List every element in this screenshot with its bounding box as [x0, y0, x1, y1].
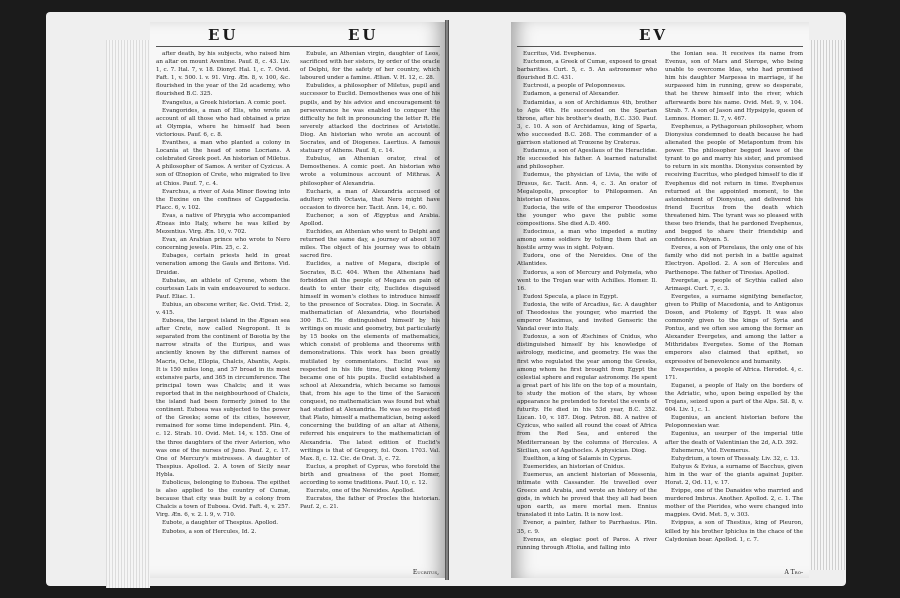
dictionary-entry: Eubotes, a son of Hercules, Id. 2.: [162, 528, 257, 535]
dictionary-entry: Eudora, one of the Nereides. One of the Atlantides.: [517, 253, 657, 268]
dictionary-entry: Eugenius, an ancient historian before the Peloponnesian war.: [665, 415, 803, 430]
dictionary-entry: Eudoxus, a son of Æschines of Cnidus, who distinguished himself by his knowledge of astrology, medicine, and geometry. He was the first who regulated the year among the Greeks, among whom he first brought from Egypt the celestial sphere and regular astronomy. He spent a great part of his life on the top of a mountain, to study the motion of the stars, by whose appearance he pretended to foretel the events of futurity. He died in his 53d year, B.C. 352. Lucan. 10, v. 187. Diog. Petron. 88. A native of Cyzicus, who sailed all round the coast of Africa from the Red Sea, and entered the Mediterranean by the columns of Hercules. A Sicilian, son of Agathocles. A physician. Diog.: [517, 334, 657, 454]
dictionary-entry: Eudemus, the physician of Livia, the wife of Drusus, &c. Tacit. Ann. 4, c. 3. An orator of Megalopolis, preceptor to Philopœmen. An historian of Naxos.: [517, 172, 657, 203]
dictionary-entry: Eudoxia, the wife of Arcadius, &c. A daughter of Theodosius the younger, who married the emperor Maximus, and invited Genseric the Vandal over into Italy.: [517, 301, 657, 333]
open-book: [46, 12, 846, 586]
dictionary-entry: Eubulides, a philosopher of Miletus, pupil and successor to Euclid. Demosthenes was one of his pupils, and by his advice and encouragement to perseverance he was enabled to conquer the difficulty he felt in pronouncing the letter R. He severely attacked the doctrines of Aristotle. Diog. An historian who wrote an account of Socrates, and of Diogenes. Laertius. A famous statuary of Athens. Pauf. 8, c. 14.: [300, 83, 440, 155]
dictionary-entry: Eudamus, a son of Agesilaus of the Heraclidæ. He succeeded his father. A learned naturalist and philosopher.: [517, 148, 657, 171]
dictionary-entry: Eugenius, an usurper of the imperial title after the death of Valentinian the 2d, A.D. 392.: [665, 431, 803, 446]
dictionary-entry: after death, by his subjects, who raised him an altar on mount Aventine. Pauf. 8, c. 43. Liv. 1, c. 7. Ital. 7, v. 18. Dionyf. Hal. 1, c. 7. Ovid. Faft. 1, v. 500. l. v. 91. Virg. Æn. 8, v. 100, &c. flourished in the year of the 2d academy, who flourished B.C. 325.: [156, 51, 290, 98]
dictionary-entry: Euclus, a prophet of Cyprus, who foretold the birth and greatness of the poet Homer, according to some traditions. Pauf. 10, c. 12.: [300, 463, 440, 486]
dictionary-entry: Evanthes, a man who planted a colony in Locania at the head of some Locrians. A celebrated Greek poet. An historian of Miletus. A philosopher of Samos. A writer of Cyzicus. A son of Œnopion of Crete, who migrated to live at Chios. Pauf. 7, c. 4.: [156, 140, 290, 187]
left-page: [150, 22, 445, 578]
dictionary-entry: Evippe, one of the Danaides who married and murdered Imbrus. Another. Apollod. 2, c. 1. The mother of the Pierides, who were changed into magpies. Ovid. Met. 5, v. 303.: [665, 488, 803, 519]
dictionary-entry: Evax, an Arabian prince who wrote to Nero concerning jewels. Plin. 25, c. 2.: [156, 237, 290, 252]
page-edges-left: [106, 40, 150, 588]
dictionary-entry: Everes, a son of Pterelaus, the only one of his family who did not perish in a battle against Electryon. Apollod. 2. A son of Hercules and Parthenope. The father of Tiresias. Apollod.: [665, 245, 803, 276]
dictionary-entry: Euelthon, a king of Salamis in Cyprus.: [523, 455, 632, 462]
dictionary-entry: Eucritus, Vid. Evephenus.: [523, 51, 597, 57]
book-spine: [445, 20, 449, 580]
dictionary-entry: Eubulus, an Athenian orator, rival of Demosthenes. A comic poet. An historian who wrote a voluminous account of Mithras. A philosopher of Alexandria.: [300, 156, 440, 187]
dictionary-entry: Eubote, a daughter of Thespius. Apollod.: [162, 520, 278, 527]
dictionary-entry: Euhemerus, Vid. Evemerus.: [671, 447, 750, 454]
dictionary-entry: Evippus, a son of Thestius, king of Pleuron, killed by his brother Iphiclus in the chace of the Calydonian boar. Apollod. 1, c. 7.: [665, 520, 803, 543]
dictionary-entry: the Ionian sea. It receives its name from Evenus, son of Mars and Sterope, who being unable to overcome Idas, who had promised him his daughter Marpessa in marriage, if he surpassed him in running, grew so desperate, that he threw himself into the river, which afterwards bore his name. Ovid. Met. 9, v. 104. Strab. 7. A son of Jason and Hypsipyle, queen of Lemnos. Homer. Il. 7, v. 467.: [665, 51, 803, 122]
dictionary-entry: Eucharis, a man of Alexandria accused of adultery with Octavia, that Nero might have occasion to divorce her. Tacit. Ann. 14, c. 60.: [300, 188, 440, 211]
catchword: A Tro-: [784, 569, 803, 576]
header-rule: [156, 46, 440, 47]
dictionary-entry: Euctresii, a people of Peloponnesus.: [523, 83, 626, 90]
dictionary-entry: Euhydrium, a town of Thessaly. Liv. 32, c. 13.: [671, 455, 800, 462]
dictionary-entry: Eudorus, a son of Mercury and Polymela, who went to the Trojan war with Achilles. Homer. Il. 16.: [517, 269, 657, 292]
right-page: [511, 22, 809, 578]
dictionary-entry: Eubius, an obscene writer, &c. Ovid. Trist. 2, v. 415.: [156, 301, 290, 316]
dictionary-entry: Eucrate, one of the Nereides. Apollod.: [306, 488, 415, 495]
right-column-1: [517, 50, 657, 568]
dictionary-entry: Evergetes, a surname signifying benefactor, given to Philip of Macedonia, and to Antigonus Doson, and Ptolemy of Egypt. It was also commonly given to the kings of Syria and Pontus, and we often see among the former an Alexander Evergetes, and among the latter a Mithridates Evergetes. Some of the Roman emperors also claimed that epithet, so expressive of benevolence and humanity.: [665, 293, 803, 365]
dictionary-entry: Evangelus, a Greek historian. A comic poet.: [162, 99, 287, 106]
header-rule: [517, 46, 803, 47]
dictionary-entry: Eubolicus, belonging to Euboea. The epithet is also applied to the country of Cumæ, because that city was built by a colony from Chalcis a town of Euboea. Ovid. Faft. 4, v. 257. Virg. Æn. 6, v. 2. l. 9, v. 710.: [156, 479, 290, 519]
left-column-2: [300, 50, 440, 568]
dictionary-entry: Euboea, the largest island in the Ægean sea after Crete, now called Negropont. It is separated from the continent of Bœotia by the narrow straits of the Euripus, and was anciently known by the different names of Macris, Oche, Ellopia, Chalcis, Abantis, Aspis. It is 150 miles long, and 37 broad in its most extensive parts, and 365 in circumference. The principal town was Chalcis; and it was reported that in the neighbourhood of Chalcis, the island had been formerly joined to the continent. Euboea was subjected to the power of the Greeks; some of its cities, however, remained for some time independent. Plin. 4, c. 12. Strab. 10. Ovid. Met. 14, v. 155. One of the three daughters of the river Asterion, who was one of the nurses of Juno. Pauf. 2, c. 17. One of Mercury's mistresses. A daughter of Thespius. Apollod. 2. A town of Sicily near Hybla.: [156, 318, 290, 478]
dictionary-entry: Evenus, an elegiac poet of Paros. A river running through Ætolia, and falling into: [517, 536, 657, 551]
right-running-header: EV: [639, 26, 669, 44]
catchword: Eucritus,: [412, 569, 439, 576]
dictionary-entry: Euchides, an Athenian who went to Delphi and returned the same day, a journey of about 107 miles. The object of his journey was to obtain sacred fire.: [300, 229, 440, 260]
dictionary-entry: Eucrates, the father of Procles the historian. Pauf. 2, c. 21.: [300, 496, 440, 511]
dictionary-entry: Evas, a native of Phrygia who accompanied Æneas into Italy, where he was killed by Mezentius. Virg. Æn. 10, v. 702.: [156, 212, 290, 236]
left-running-header-1: EU: [208, 26, 239, 44]
dictionary-entry: Eubages, certain priests held in great veneration among the Gauls and Britons. Vid. Druidæ.: [156, 253, 290, 276]
dictionary-entry: Euemerides, an historian of Cnidus.: [523, 463, 625, 470]
dictionary-entry: Euemerus, an ancient historian of Messenia, intimate with Cassander. He travelled over Greece and Arabia, and wrote an history of the gods, in which he proved that they all had been upon earth, as mere mortal men. Ennius translated it into Latin. It is now lost.: [517, 471, 657, 519]
dictionary-entry: Eudamon, a general of Alexander.: [523, 91, 620, 98]
right-column-2: [665, 50, 803, 568]
left-running-header-2: EU: [348, 26, 379, 44]
page-edges-right: [809, 40, 845, 570]
dictionary-entry: Evenor, a painter, father to Parrhasius. Plin. 35, c. 9.: [517, 520, 657, 535]
dictionary-entry: Eudoxi Specula, a place in Egypt.: [523, 293, 619, 300]
dictionary-entry: Evesperides, a people of Africa. Herodot. 4, c. 171.: [665, 366, 803, 381]
dictionary-entry: Eudocia, the wife of the emperor Theodosius the younger who gave the public some compositions. She died A.D. 460.: [517, 204, 657, 227]
dictionary-entry: Evarchus, a river of Asia Minor flowing into the Euxine on the confines of Cappadocia. Flacc. 6, v. 102.: [156, 188, 290, 211]
dictionary-entry: Eubule, an Athenian virgin, daughter of Leos, sacrificed with her sisters, by order of the oracle of Delphi, for the safety of her country, which laboured under a famine. Ælian. V. H. 12, c. 28.: [300, 51, 440, 82]
left-column-1: [156, 50, 290, 568]
dictionary-entry: Evergetæ, a people of Scythia called also Arimaspi. Curt. 7, c. 3.: [665, 277, 803, 292]
dictionary-entry: Evangorides, a man of Elis, who wrote an account of all those who had obtained a prize at Olympia, where he himself had been victorious. Pauf. 6, c. 8.: [156, 107, 290, 138]
dictionary-entry: Euclides, a native of Megara, disciple of Socrates, B.C. 404. When the Athenians had forbidden all the people of Megara on pain of death to enter their city, Euclides disguised himself in women's clothes to introduce himself to the presence of Socrates. Diog. in Socrate. A mathematician of Alexandria, who flourished 300 B.C. He distinguished himself by his writings on music and geometry, but particularly by 15 books on the elements of mathematics, which consist of problems and theorems with demonstrations. This work has been greatly mutilated by commentators. Euclid was so respected in his life time, that king Ptolemy became one of his pupils. Euclid established a school at Alexandria, which became so famous that, from his age to the time of the Saracen conquest, no mathematician was found but what had studied at Alexandria. He was so respected that Plato, himself a mathematician, being asked concerning the building of an altar at Athens, referred his enquirers to the mathematician of Alexandria. The latest edition of Euclid's writings is that of Gregory, fol. Oxon. 1703. Val. Max. 8, c. 12. Cic. de Orat. 3, c. 72.: [300, 261, 440, 462]
dictionary-entry: Euhyus & Evius, a surname of Bacchus, given him in the war of the giants against Jupiter. Horat. 2, Od. 11, v. 17.: [665, 463, 803, 486]
dictionary-entry: Euganei, a people of Italy on the borders of the Adriatic, who, upon being expelled by the Trojans, seized upon a part of the Alps. Sil. 8, v. 604. Liv. 1, c. 1.: [665, 382, 803, 414]
dictionary-entry: Eubatas, an athlete of Cyrene, whom the courtesan Lais in vain endeavoured to seduce. Pauf. Eliac. 1.: [156, 277, 290, 300]
dictionary-entry: Eudamidas, a son of Archidamus 4th, brother to Agis 4th. He succeeded on the Spartan throne, after his brother's death, B.C. 330. Pauf. 3, c. 10. A son of Archidamus, king of Sparta, who succeeded B.C. 268. The commander of a garrison stationed at Trœzene by Craterus.: [517, 99, 657, 147]
dictionary-entry: Euchenor, a son of Ægyptus and Arabia. Apollod.: [300, 212, 440, 227]
dictionary-entry: Eudocimus, a man who impeded a mutiny among some soldiers by telling them that an hostile army was in sight. Polyæn.: [517, 229, 657, 252]
dictionary-entry: Euctemon, a Greek of Cumæ, exposed to great barbarities. Curt. 5, c. 5. An astronomer who flourished B.C. 431.: [517, 59, 657, 82]
dictionary-entry: Evephenus, a Pythagorean philosopher, whom Dionysius condemned to death because he had alienated the people of Metapontum from his power. The philosopher begged leave of the tyrant to go and marry his sister, and promised to return in six months. Dionysius consented by receiving Eucritus, who pledged himself to die if Evephenus did not return in time. Evephenus returned at the appointed moment, to the astonishment of Dionysius, and delivered his friend Eucritus from the death which threatened him. The tyrant was so pleased with these two friends, that he pardoned Evephenus, and begged to share their friendship and confidence. Polyæn. 5.: [665, 123, 803, 244]
